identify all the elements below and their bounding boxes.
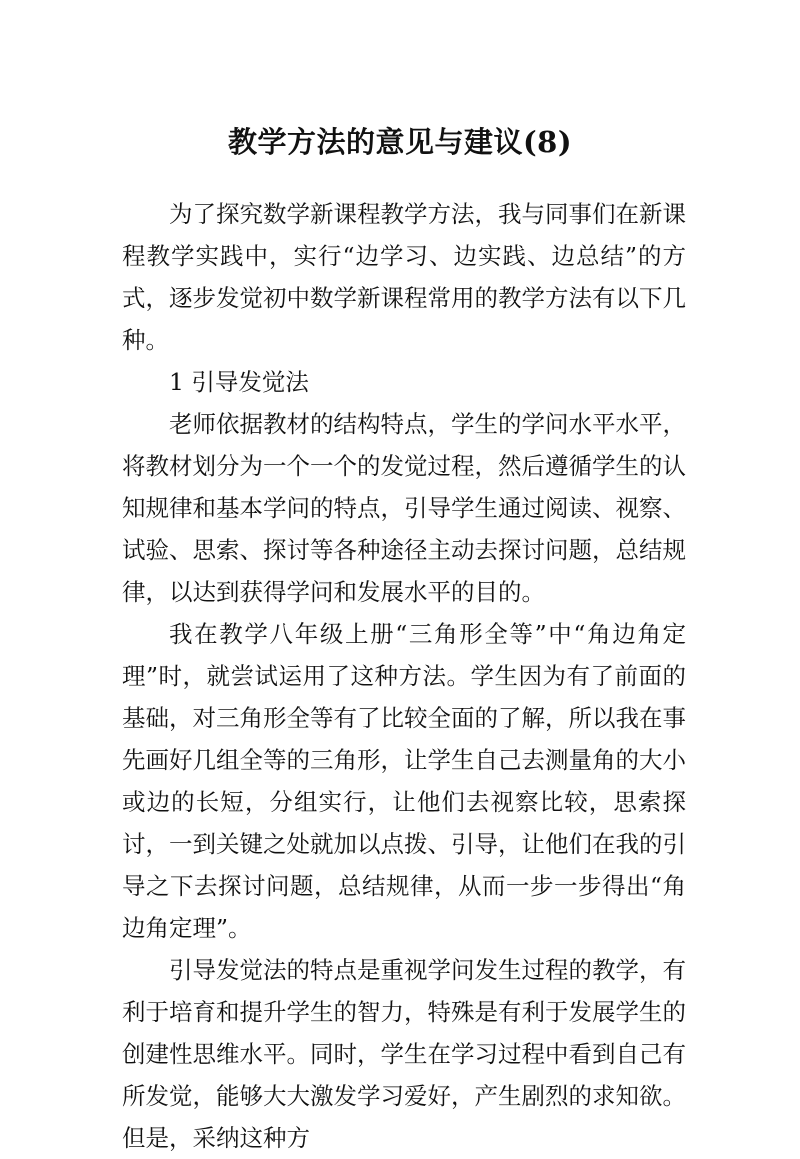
paragraph-teaching-example: 我在教学八年级上册“三角形全等”中“角边角定理”时，就尝试运用了这种方法。学生因为有了前面的基础，对三角形全等有了比较全面的了解，所以我在事先画好几组全等的三角形，让学生自己去测量角的大小或边的长短，分组实行，让他们去视察比较，思索探讨，一到关键之处就加以点拨、引导，让他们在我的引导之下去探讨问题，总结规律，从而一步一步得出“角边角定理”。 bbox=[122, 620, 686, 942]
paragraph-intro: 为了探究数学新课程教学方法，我与同事们在新课程教学实践中，实行“边学习、边实践、边总结”的方式，逐步发觉初中数学新课程常用的教学方法有以下几种。 bbox=[122, 200, 686, 354]
document-body bbox=[122, 193, 686, 1159]
document-title: 教学方法的意见与建议(8) bbox=[227, 125, 573, 159]
section-heading-guided-discovery: 1 引导发觉法 bbox=[169, 368, 309, 396]
paragraph-method-description: 老师依据教材的结构特点，学生的学问水平水平，将教材划分为一个一个的发觉过程，然后遵循学生的认知规律和基本学问的特点，引导学生通过阅读、视察、试验、思索、探讨等各种途径主动去探讨问题，总结规律，以达到获得学问和发展水平的目的。 bbox=[122, 410, 686, 606]
paragraph-method-features: 引导发觉法的特点是重视学问发生过程的教学，有利于培育和提升学生的智力，特殊是有利于发展学生的创建性思维水平。同时，学生在学习过程中看到自己有所发觉，能够大大激发学习爱好，产生剧烈的求知欲。但是，采纳这种方 bbox=[122, 956, 686, 1152]
